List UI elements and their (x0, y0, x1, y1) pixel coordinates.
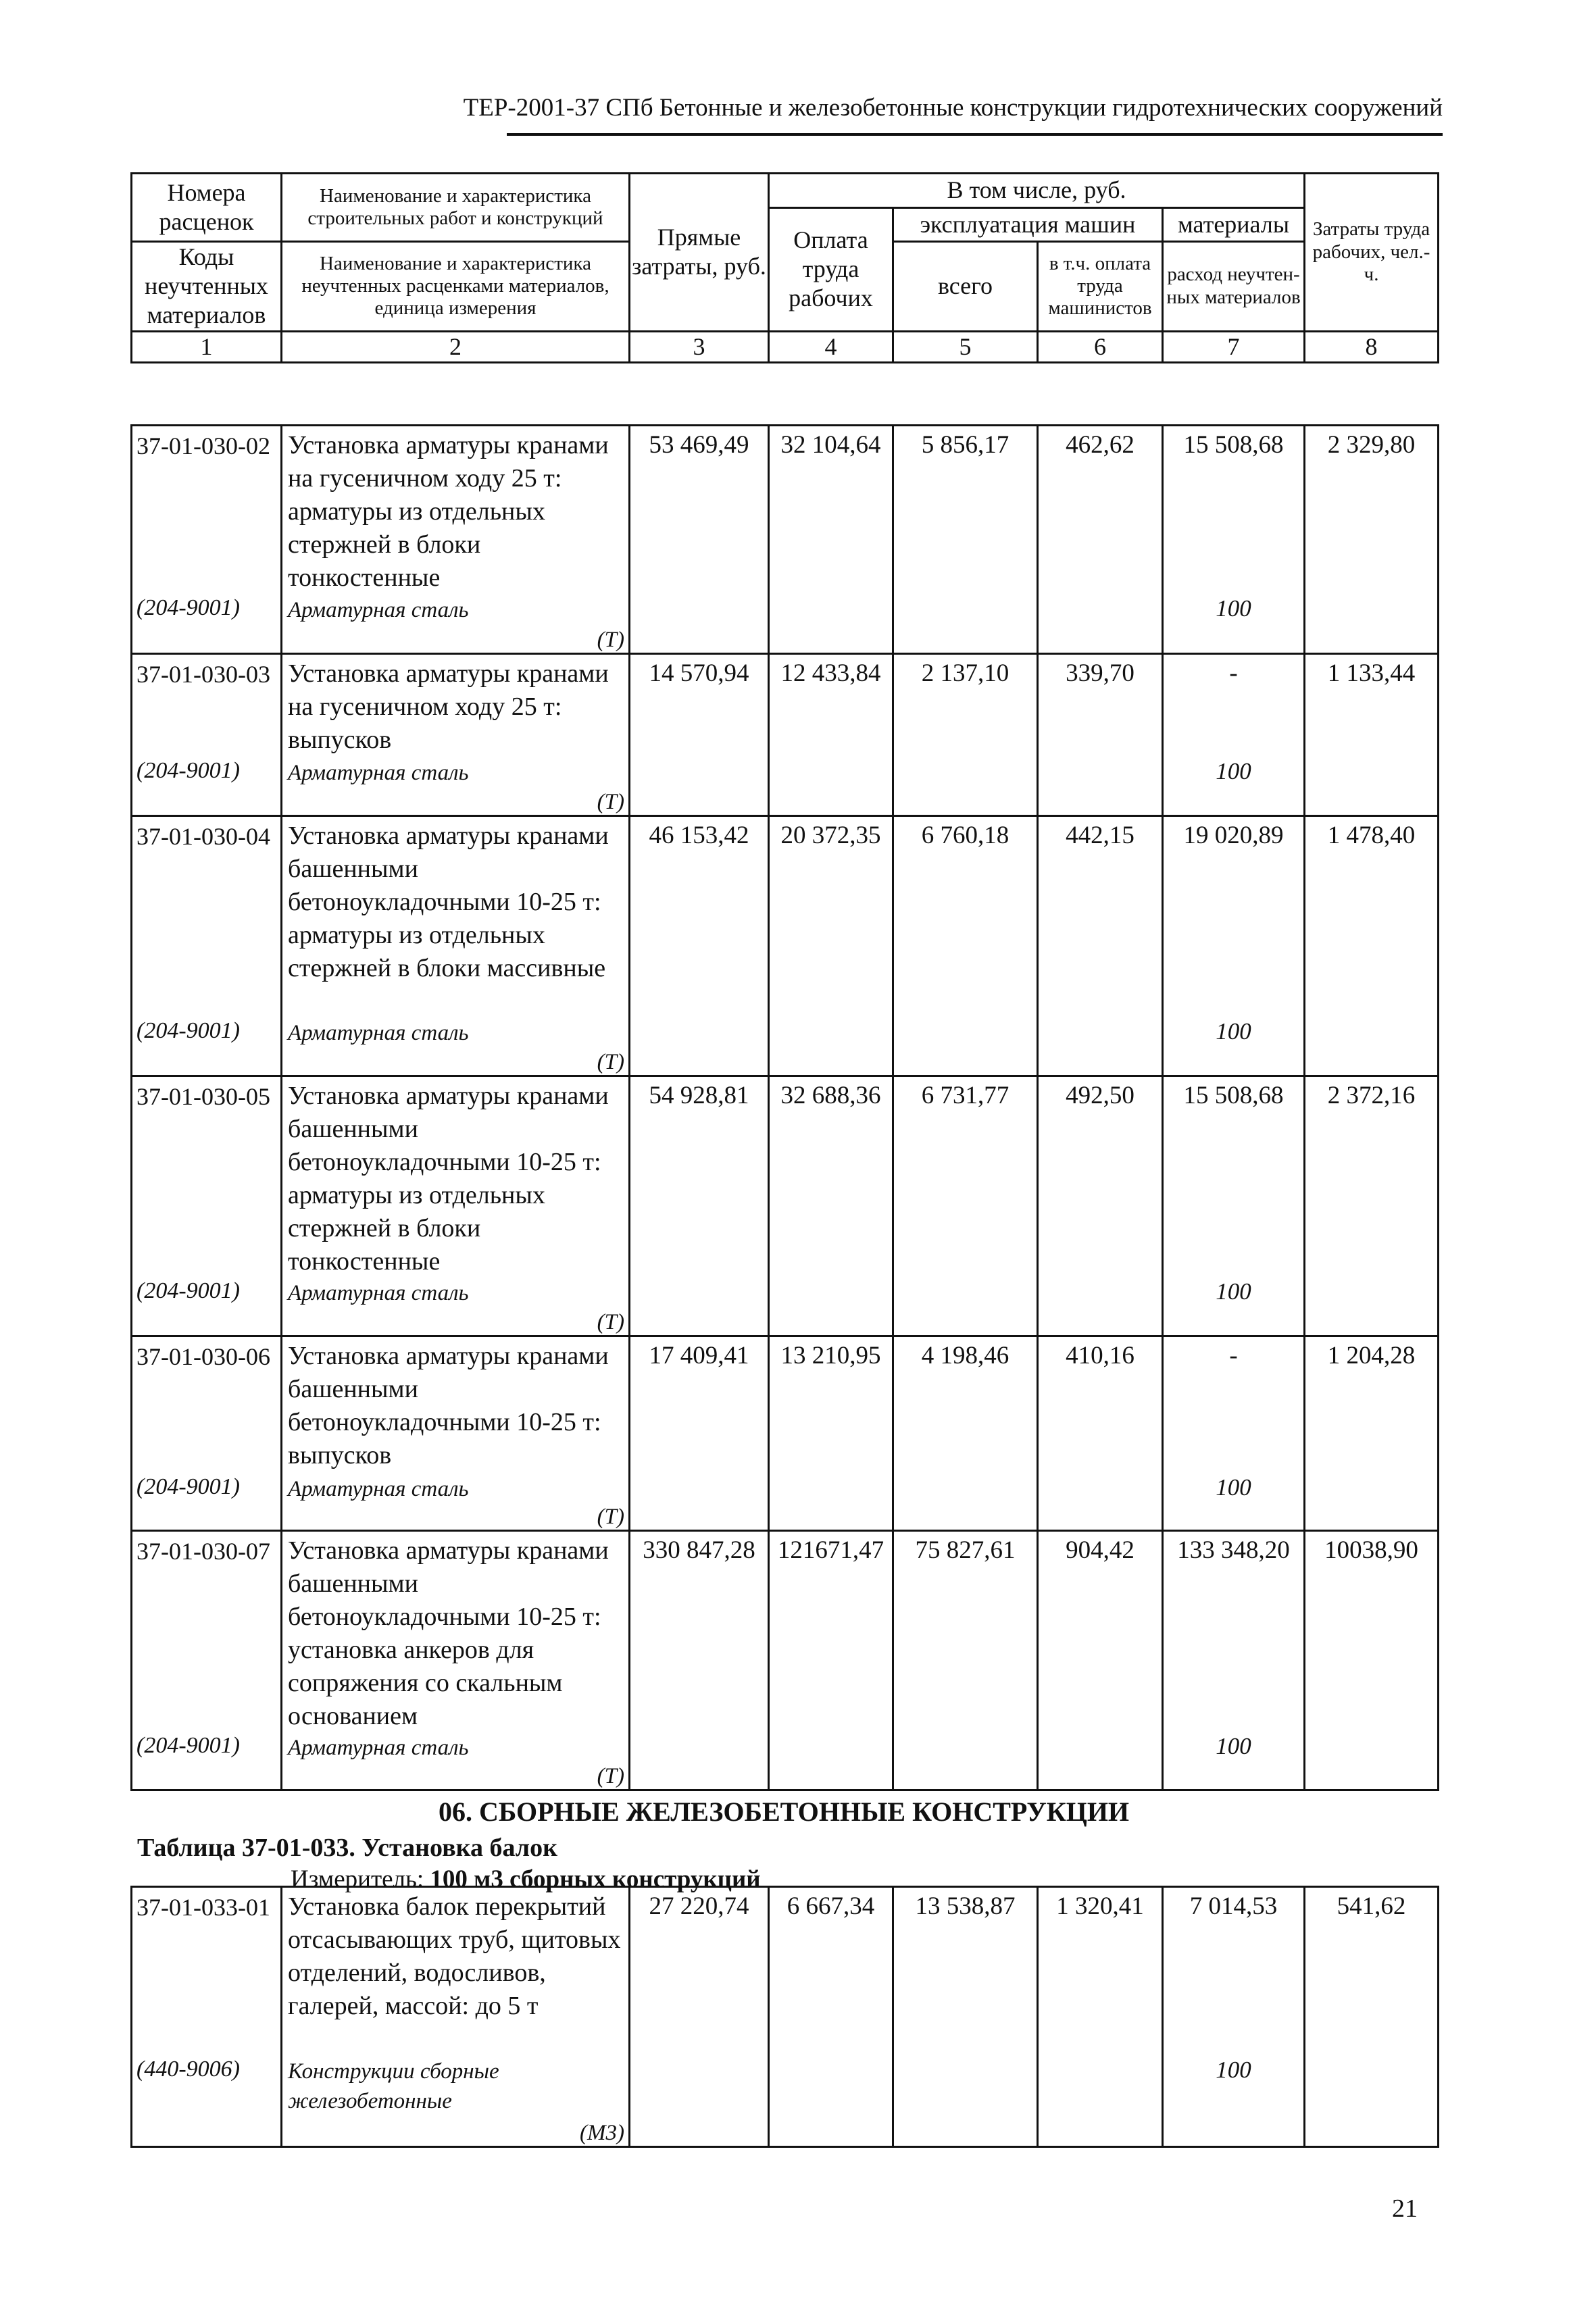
name-cell (282, 1887, 630, 2147)
col-header-group: В том числе, руб. (769, 174, 1305, 208)
col-header-1a: Номера расценок (132, 174, 282, 242)
rates-table (130, 424, 1439, 1791)
labor-hours: 1 133,44 (1305, 654, 1439, 816)
col-header-7: расход неучтен-ных материалов (1163, 242, 1305, 332)
col-header-materials: материалы (1163, 208, 1305, 242)
col-header-5: всего (893, 242, 1038, 332)
beams-table (130, 1886, 1439, 2148)
labor-cost: 12 433,84 (769, 654, 893, 816)
col-num-5: 5 (893, 331, 1038, 362)
labor-cost: 6 667,34 (769, 1887, 893, 2147)
name-cell (282, 1531, 630, 1790)
material-code: (204-9001) (136, 1278, 240, 1303)
machinists-cost: 904,42 (1038, 1531, 1163, 1790)
material-name: Арматурная сталь (288, 761, 469, 785)
labor-hours: 10038,90 (1305, 1531, 1439, 1790)
labor-cost: 121671,47 (769, 1531, 893, 1790)
materials-cell (1163, 1531, 1305, 1790)
labor-hours: 1 478,40 (1305, 816, 1439, 1076)
work-name: Установка арматуры кранами на гусеничном ходу 25 т: арматуры из отдельных стержней в блоки тонкостенные (288, 431, 609, 592)
machines-cost: 2 137,10 (893, 654, 1038, 816)
work-name: Установка арматуры кранами на гусеничном ходу 25 т: выпусков (288, 659, 609, 754)
measure-value: 100 м3 сборных конструкций (430, 1865, 761, 1893)
rate-code: 37-01-033-01 (136, 1894, 270, 1921)
material-name: Арматурная сталь (288, 1477, 469, 1501)
code-cell (132, 1887, 282, 2147)
machinists-cost: 462,62 (1038, 426, 1163, 654)
material-qty: 100 (1216, 2057, 1251, 2083)
work-name: Установка балок перекрытий отсасывающих труб, щитовых отделений, водосливов, галерей, массой: до 5 т (288, 1892, 621, 2020)
direct-cost: 53 469,49 (630, 426, 769, 654)
material-qty: 100 (1216, 1474, 1251, 1501)
column-header-table (130, 172, 1439, 363)
table-row (132, 1887, 1439, 2147)
direct-cost: 54 928,81 (630, 1076, 769, 1336)
unit: (Т) (597, 628, 624, 652)
col-header-2b: Наименование и характеристика неучтенных расценками материалов, единица измерения (282, 242, 630, 332)
machinists-cost: 339,70 (1038, 654, 1163, 816)
direct-cost: 330 847,28 (630, 1531, 769, 1790)
code-cell (132, 1531, 282, 1790)
machinists-cost: 1 320,41 (1038, 1887, 1163, 2147)
work-name: Установка арматуры кранами башенными бетоноукладочными 10-25 т: арматуры из отдельных стержней в блоки массивные (288, 822, 609, 982)
labor-hours: 2 329,80 (1305, 426, 1439, 654)
col-header-3: Прямые затраты, руб. (630, 174, 769, 332)
col-header-machines: эксплуатация машин (893, 208, 1163, 242)
material-name: Арматурная сталь (288, 598, 469, 622)
unit: (М3) (580, 2121, 624, 2145)
col-num-8: 8 (1305, 331, 1439, 362)
materials-cell (1163, 1336, 1305, 1531)
work-name: Установка арматуры кранами башенными бетоноукладочными 10-25 т: арматуры из отдельных стержней в блоки тонкостенные (288, 1082, 609, 1276)
col-num-2: 2 (282, 331, 630, 362)
materials-cell (1163, 1076, 1305, 1336)
table-row (132, 1531, 1439, 1790)
labor-hours: 2 372,16 (1305, 1076, 1439, 1336)
machines-cost: 75 827,61 (893, 1531, 1038, 1790)
labor-hours: 541,62 (1305, 1887, 1439, 2147)
materials-cost: 19 020,89 (1183, 822, 1284, 849)
page-number: 21 (1392, 2194, 1418, 2223)
unit: (Т) (597, 790, 624, 814)
name-cell (282, 816, 630, 1076)
machines-cost: 6 760,18 (893, 816, 1038, 1076)
rate-code: 37-01-030-06 (136, 1343, 270, 1370)
material-qty: 100 (1216, 595, 1251, 622)
unit: (Т) (597, 1310, 624, 1334)
machines-cost: 13 538,87 (893, 1887, 1038, 2147)
material-name: Арматурная сталь (288, 1281, 469, 1305)
section-title: 06. СБОРНЫЕ ЖЕЛЕЗОБЕТОННЫЕ КОНСТРУКЦИИ (438, 1796, 1130, 1827)
material-code: (204-9001) (136, 1733, 240, 1758)
code-cell (132, 654, 282, 816)
labor-cost: 32 104,64 (769, 426, 893, 654)
machines-cost: 6 731,77 (893, 1076, 1038, 1336)
machinists-cost: 442,15 (1038, 816, 1163, 1076)
direct-cost: 17 409,41 (630, 1336, 769, 1531)
material-qty: 100 (1216, 1733, 1251, 1759)
machines-cost: 4 198,46 (893, 1336, 1038, 1531)
materials-cost: - (1229, 659, 1238, 687)
col-header-1b: Коды неучтенных материалов (132, 242, 282, 332)
col-header-4: Оплата труда рабочих (769, 208, 893, 332)
direct-cost: 46 153,42 (630, 816, 769, 1076)
rate-code: 37-01-030-04 (136, 823, 270, 850)
material-name: Арматурная сталь (288, 1736, 469, 1760)
rate-code: 37-01-030-07 (136, 1538, 270, 1565)
code-cell (132, 1336, 282, 1531)
col-num-6: 6 (1038, 331, 1163, 362)
material-code: (204-9001) (136, 1474, 240, 1499)
material-name: Арматурная сталь (288, 1021, 469, 1045)
direct-cost: 27 220,74 (630, 1887, 769, 2147)
machinists-cost: 492,50 (1038, 1076, 1163, 1336)
rate-code: 37-01-030-05 (136, 1083, 270, 1110)
materials-cost: 133 348,20 (1177, 1536, 1290, 1564)
unit: (Т) (597, 1764, 624, 1788)
name-cell (282, 1076, 630, 1336)
labor-cost: 20 372,35 (769, 816, 893, 1076)
materials-cost: 7 014,53 (1189, 1892, 1278, 1920)
material-code: (204-9001) (136, 1018, 240, 1043)
page-header: ТЕР-2001-37 СПб Бетонные и железобетонные конструкции гидротехнических сооружений (463, 94, 1443, 122)
materials-cell (1163, 654, 1305, 816)
name-cell (282, 654, 630, 816)
materials-cost: 15 508,68 (1183, 431, 1284, 459)
col-num-4: 4 (769, 331, 893, 362)
labor-cost: 13 210,95 (769, 1336, 893, 1531)
direct-cost: 14 570,94 (630, 654, 769, 816)
material-qty: 100 (1216, 1018, 1251, 1045)
table-row (132, 816, 1439, 1076)
unit: (Т) (597, 1505, 624, 1529)
material-qty: 100 (1216, 758, 1251, 784)
table-row (132, 1336, 1439, 1531)
name-cell (282, 1336, 630, 1531)
unit: (Т) (597, 1050, 624, 1074)
labor-cost: 32 688,36 (769, 1076, 893, 1336)
machinists-cost: 410,16 (1038, 1336, 1163, 1531)
header-rule (507, 133, 1443, 136)
col-header-8: Затраты труда рабочих, чел.-ч. (1305, 174, 1439, 332)
name-cell (282, 426, 630, 654)
table-row (132, 654, 1439, 816)
machines-cost: 5 856,17 (893, 426, 1038, 654)
materials-cost: 15 508,68 (1183, 1082, 1284, 1109)
materials-cell (1163, 1887, 1305, 2147)
rate-code: 37-01-030-02 (136, 432, 270, 459)
material-name: Конструкции сборные железобетонные (288, 2059, 499, 2113)
materials-cell (1163, 426, 1305, 654)
measure-label: Измеритель: (291, 1865, 424, 1893)
material-code: (204-9001) (136, 758, 240, 783)
col-num-3: 3 (630, 331, 769, 362)
material-code: (204-9001) (136, 595, 240, 620)
code-cell (132, 816, 282, 1076)
work-name: Установка арматуры кранами башенными бетоноукладочными 10-25 т: выпусков (288, 1342, 609, 1469)
table-title: Таблица 37-01-033. Установка балок (137, 1834, 557, 1862)
code-cell (132, 1076, 282, 1336)
col-num-7: 7 (1163, 331, 1305, 362)
col-header-6: в т.ч. оплата труда машинистов (1038, 242, 1163, 332)
materials-cell (1163, 816, 1305, 1076)
table-row (132, 1076, 1439, 1336)
code-cell (132, 426, 282, 654)
rate-code: 37-01-030-03 (136, 661, 270, 688)
material-qty: 100 (1216, 1278, 1251, 1305)
materials-cost: - (1229, 1342, 1238, 1369)
table-row (132, 426, 1439, 654)
col-header-2a: Наименование и характеристика строительных работ и конструкций (282, 174, 630, 242)
work-name: Установка арматуры кранами башенными бетоноукладочными 10-25 т: установка анкеров для сопряжения со скальным основанием (288, 1536, 609, 1730)
labor-hours: 1 204,28 (1305, 1336, 1439, 1531)
col-num-1: 1 (132, 331, 282, 362)
material-code: (440-9006) (136, 2057, 240, 2082)
